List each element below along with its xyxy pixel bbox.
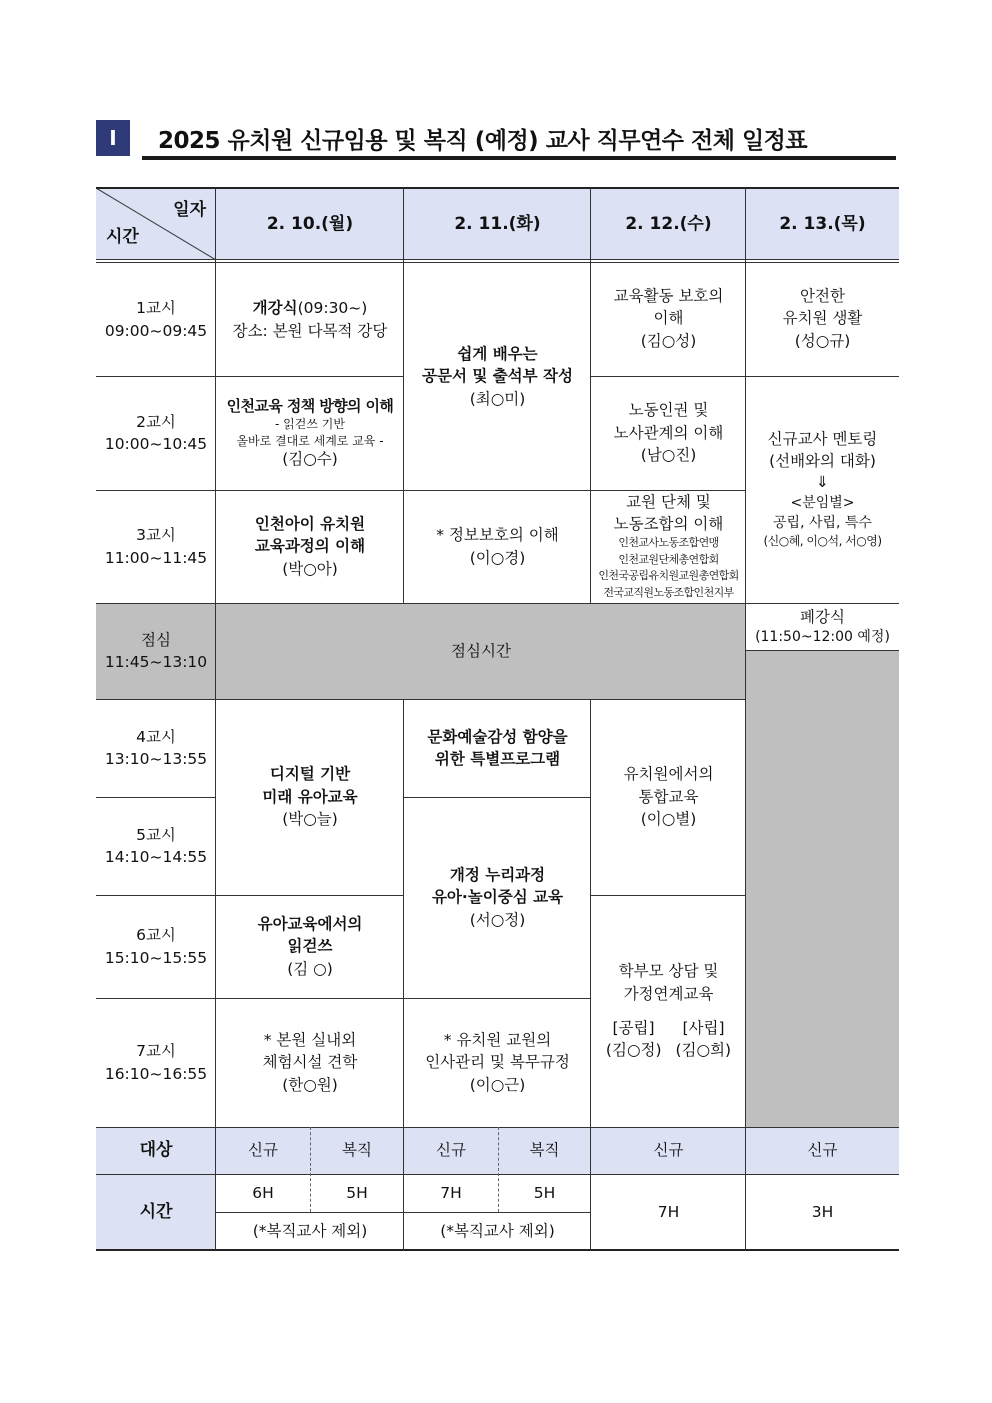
- session-title: 인사관리 및 복무규정: [425, 1053, 570, 1072]
- closing-time: (11:50~12:00 예정): [755, 628, 890, 645]
- period-5: [96, 797, 216, 895]
- lunch-label: 점심시간: [451, 641, 511, 660]
- tue-target-returning: 복직: [498, 1127, 591, 1174]
- session-title: 개정 누리과정: [449, 865, 546, 884]
- session-title: 위한 특별프로그램: [434, 750, 561, 768]
- period-6: [96, 895, 216, 998]
- session-place: 장소: 본원 다목적 강당: [232, 321, 388, 340]
- corner-day-label: 일자: [173, 200, 206, 220]
- period-time: 16:10~16:55: [104, 1064, 208, 1083]
- session-title: 가정연계교육: [623, 984, 714, 1003]
- session-title: (선배와의 대화): [769, 451, 876, 470]
- wed-p67: [591, 895, 746, 1127]
- period-time: 14:10~14:55: [104, 848, 208, 866]
- session-title: 미래 유아교육: [262, 787, 358, 806]
- period-time: 15:10~15:55: [104, 948, 208, 967]
- tue-p12: [404, 263, 591, 490]
- period-name: 4교시: [136, 727, 176, 746]
- tue-p4: [404, 699, 591, 797]
- wed-p3: [591, 490, 746, 603]
- thu-p1: [746, 263, 899, 376]
- period-time: 11:45~13:10: [104, 653, 208, 671]
- wed-p2: [591, 376, 746, 490]
- period-3: [96, 490, 216, 603]
- mon-hours-note: (*복직교사 제외): [252, 1221, 368, 1240]
- day-header-tue: 2. 11.(화): [404, 188, 591, 260]
- closing-title: 폐강식: [800, 607, 845, 626]
- session-subtitle: 올바로 결대로 세계로 교육 -: [236, 433, 384, 448]
- org-name: 인천국공립유치원교원총연합회: [598, 569, 739, 583]
- session-title: * 유치원 교원의: [443, 1030, 552, 1049]
- group-label: <분임별>: [790, 495, 855, 512]
- session-teacher: (남○진): [640, 446, 697, 465]
- title-underline: [142, 156, 896, 160]
- thu-p23: [746, 376, 899, 603]
- period-2: [96, 376, 216, 490]
- wed-hours: 7H: [657, 1202, 680, 1221]
- session-title: 안전한: [800, 287, 845, 305]
- period-time: 11:00~11:45: [104, 548, 208, 567]
- session-teacher: (이○별): [640, 810, 697, 829]
- mon-target-returning: 복직: [310, 1127, 404, 1174]
- session-teacher: (박○아): [282, 559, 338, 578]
- session-title: 유치원에서의: [623, 765, 714, 784]
- org-name: 인천교사노동조합연맹: [618, 536, 719, 550]
- session-title: * 본원 실내외: [263, 1030, 357, 1049]
- session-title: 학부모 상담 및: [618, 962, 719, 981]
- session-title: 쉽게 배우는: [457, 344, 538, 363]
- session-subtitle: - 읽걷쓰 기반: [275, 417, 345, 432]
- session-title: * 정보보호의 이해: [436, 526, 559, 545]
- session-title: 개강식: [252, 299, 298, 318]
- session-title: 공문서 및 출석부 작성: [422, 367, 573, 386]
- session-teacher: (서○정): [469, 910, 526, 929]
- wed-target: 신규: [591, 1127, 746, 1174]
- day-header-mon: 2. 10.(월): [216, 188, 404, 260]
- session-title: 인천교육 정책 방향의 이해: [226, 397, 394, 416]
- period-time: 09:00~09:45: [104, 321, 208, 340]
- session-teacher: (이○근): [469, 1075, 526, 1094]
- period-1: [96, 263, 216, 376]
- period-time: 13:10~13:55: [104, 750, 208, 768]
- mon-p2: [216, 376, 404, 490]
- period-name: 3교시: [136, 526, 176, 545]
- period-name: 7교시: [136, 1042, 176, 1061]
- down-arrow-icon: ⇓: [816, 473, 829, 492]
- corner-cell: [96, 188, 216, 260]
- session-title: 유아·놀이중심 교육: [431, 888, 564, 907]
- thu-target: 신규: [746, 1127, 899, 1174]
- session-teacher: (성○규): [794, 331, 851, 350]
- lunch-cell: [216, 603, 746, 699]
- tue-hours-new: 7H: [440, 1183, 462, 1202]
- org-name: 인천교원단체총연합회: [618, 552, 719, 566]
- day-header-thu: 2. 13.(목): [746, 188, 899, 260]
- period-lunch: [96, 603, 216, 699]
- session-title: 교원 단체 및: [626, 492, 711, 511]
- period-name: 6교시: [136, 926, 176, 945]
- period-name: 2교시: [136, 412, 176, 431]
- session-title: 이해: [653, 309, 684, 328]
- period-4: [96, 699, 216, 797]
- session-title: 인천아이 유치원: [254, 514, 366, 533]
- session-title: 통합교육: [638, 787, 699, 806]
- day-header-wed: 2. 12.(수): [591, 188, 746, 260]
- session-title: 노사관계의 이해: [613, 423, 724, 442]
- session-teacher: (김 ○): [287, 959, 333, 978]
- tue-hours-returning: 5H: [533, 1183, 556, 1202]
- session-teacher: (김○성): [640, 331, 697, 350]
- wed-p45: [591, 699, 746, 895]
- wed-p1: [591, 263, 746, 376]
- session-title: 문화예술감성 함양을: [427, 727, 568, 746]
- period-time: 10:00~10:45: [104, 435, 208, 453]
- period-name: 점심: [141, 630, 171, 649]
- tue-p7: [404, 998, 591, 1127]
- session-title: 교육과정의 이해: [254, 537, 366, 556]
- session-title: 유아교육에서의: [257, 914, 363, 933]
- session-teacher: (이○경): [469, 548, 526, 567]
- section-marker: Ⅰ: [96, 120, 130, 156]
- public-label: [공립]: [612, 1019, 655, 1037]
- period-name: 5교시: [136, 825, 176, 844]
- session-title: 노동인권 및: [628, 401, 709, 420]
- private-label: [사립]: [682, 1019, 725, 1037]
- org-name: 전국교직원노동조합인천지부: [603, 585, 734, 599]
- session-teacher: (최○미): [469, 389, 526, 408]
- session-title: 교육활동 보호의: [613, 287, 724, 305]
- tue-hours-note: (*복직교사 제외): [440, 1221, 555, 1240]
- mon-p1: [216, 263, 404, 376]
- page-title: 2025 유치원 신규임용 및 복직 (예정) 교사 직무연수 전체 일정표: [158, 128, 808, 154]
- session-title: 노동조합의 이해: [613, 514, 724, 533]
- session-title: 읽걷쓰: [287, 937, 333, 956]
- tue-target-new: 신규: [404, 1127, 498, 1174]
- thu-closing: [746, 603, 899, 650]
- mon-hours-new: 6H: [252, 1183, 274, 1202]
- mon-target-new: 신규: [216, 1127, 310, 1174]
- period-name: 1교시: [136, 299, 176, 318]
- thu-empty-block: [746, 650, 899, 1127]
- period-7: [96, 998, 216, 1127]
- mon-hours-returning: 5H: [346, 1183, 368, 1202]
- mon-p7: [216, 998, 404, 1127]
- session-title: 디지털 기반: [269, 765, 351, 784]
- session-title: 유치원 생활: [782, 309, 863, 328]
- corner-time-label: 시간: [106, 227, 139, 248]
- public-teacher: (김○정): [605, 1041, 662, 1060]
- tue-p3: [404, 490, 591, 603]
- session-time: (09:30~): [297, 299, 368, 318]
- target-label: 대상: [96, 1127, 216, 1174]
- thu-hours: 3H: [811, 1202, 834, 1221]
- mon-p3: [216, 490, 404, 603]
- mon-p45: [216, 699, 404, 895]
- group-types: 공립, 사립, 특수: [773, 514, 872, 531]
- session-teacher: (김○수): [282, 449, 338, 468]
- session-title: 신규교사 멘토링: [767, 429, 878, 448]
- hours-label: 시간: [96, 1174, 216, 1250]
- tue-p56: [404, 797, 591, 998]
- session-title: 체험시설 견학: [262, 1053, 358, 1072]
- session-teacher: (박○늘): [282, 810, 338, 829]
- title-bar: [96, 120, 896, 160]
- session-teacher: (한○원): [282, 1075, 338, 1094]
- private-teacher: (김○희): [675, 1041, 732, 1060]
- mon-p6: [216, 895, 404, 998]
- session-teacher: (신○혜, 이○석, 서○영): [763, 534, 882, 549]
